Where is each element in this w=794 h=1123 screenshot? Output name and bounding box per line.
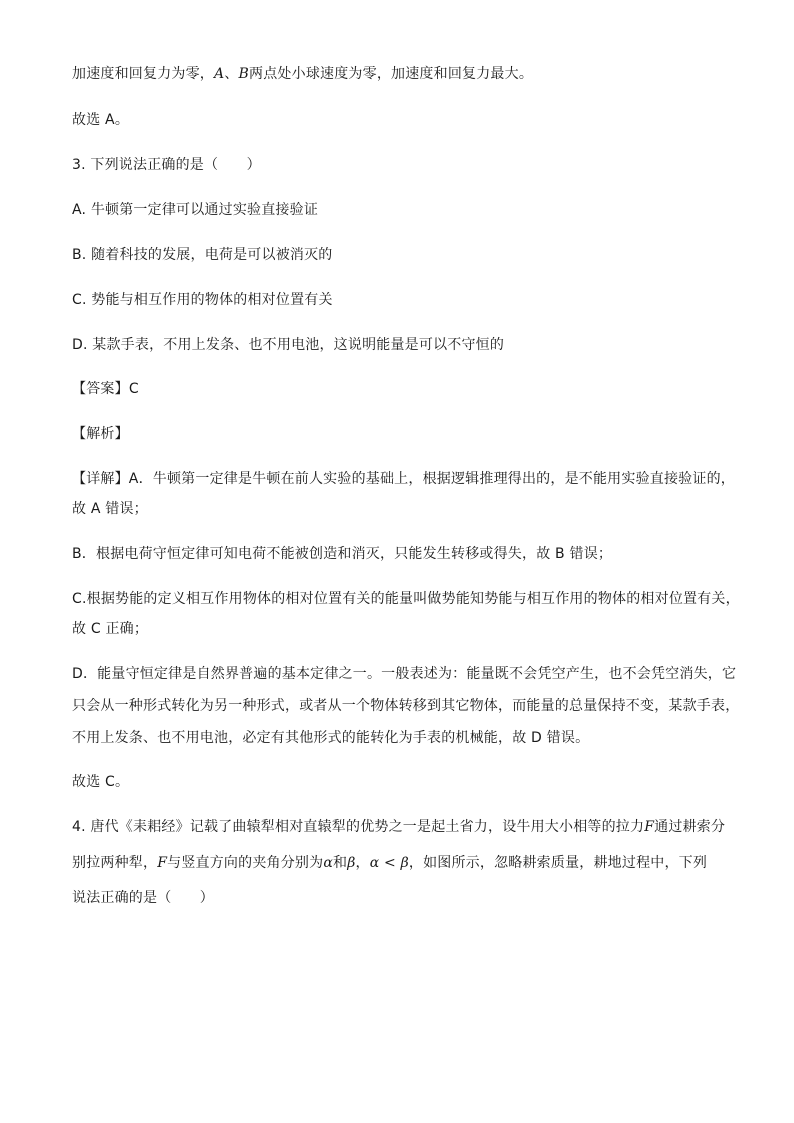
- var-a: A: [214, 66, 225, 82]
- answer-label: 【答案】: [72, 381, 129, 397]
- q3-detail-line: 【详解】A．牛顿第一定律是牛顿在前人实验的基础上，根据逻辑推理得出的，是不能用实验直接验证的，: [72, 471, 735, 487]
- q3-detail-line: 故 C 正确；: [72, 621, 149, 637]
- symbol-beta: β: [347, 855, 356, 871]
- q3-answer: [72, 379, 139, 399]
- q3-option-b: B. 随着科技的发展，电荷是可以被消灭的: [72, 247, 333, 263]
- q3-detail-line: D．能量守恒定律是自然界普遍的基本定律之一。一般表述为：能量既不会凭空产生，也不会凭空消失，它: [72, 666, 737, 682]
- var-b: B: [238, 66, 250, 82]
- q4-stem-line: 别拉两种犁，F与竖直方向的夹角分别为α和β，α < β，如图所示，忽略耕索质量，耕地过程中，下列: [72, 855, 708, 871]
- q3-stem: 3. 下列说法正确的是（ ）: [72, 157, 261, 173]
- q3-option-c: C. 势能与相互作用的物体的相对位置有关: [72, 292, 333, 308]
- var-f: F: [644, 819, 655, 835]
- q3-detail-line: 只会从一种形式转化为另一种形式，或者从一个物体转移到其它物体，而能量的总量保持不变，某款手表，: [72, 698, 740, 714]
- answer-value: C: [128, 381, 139, 397]
- q4-stem-line: 4. 唐代《耒耜经》记载了曲辕犁相对直辕犁的优势之一是起土省力，设牛用大小相等的拉力F通过耕索分: [72, 819, 726, 835]
- symbol-alpha: α: [323, 855, 333, 871]
- var-f: F: [157, 855, 168, 871]
- q3-detail-line: 故 A 错误；: [72, 501, 148, 517]
- q3-choice: 故选 C。: [72, 774, 130, 790]
- inequality-alpha-beta: α < β: [369, 855, 409, 871]
- q3-detail-line: C.根据势能的定义相互作用物体的相对位置有关的能量叫做势能知势能与相互作用的物体的相对位置有关，: [72, 591, 740, 607]
- q3-option-d: D. 某款手表，不用上发条、也不用电池，这说明能量是可以不守恒的: [72, 337, 505, 353]
- q2-explanation-line: 加速度和回复力为零，A、B两点处小球速度为零，加速度和回复力最大。: [72, 66, 534, 82]
- q3-detail-line: 不用上发条、也不用电池，必定有其他形式的能转化为手表的机械能，故 D 错误。: [72, 730, 590, 746]
- q3-detail-line: B．根据电荷守恒定律可知电荷不能被创造和消灭，只能发生转移或得失，故 B 错误；: [72, 546, 613, 562]
- q4-stem-line: 说法正确的是（ ）: [72, 890, 214, 906]
- q2-choice: 故选 A。: [72, 112, 130, 128]
- q3-option-a: A. 牛顿第一定律可以通过实验直接验证: [72, 202, 319, 218]
- q3-analysis-label: 【解析】: [72, 426, 129, 442]
